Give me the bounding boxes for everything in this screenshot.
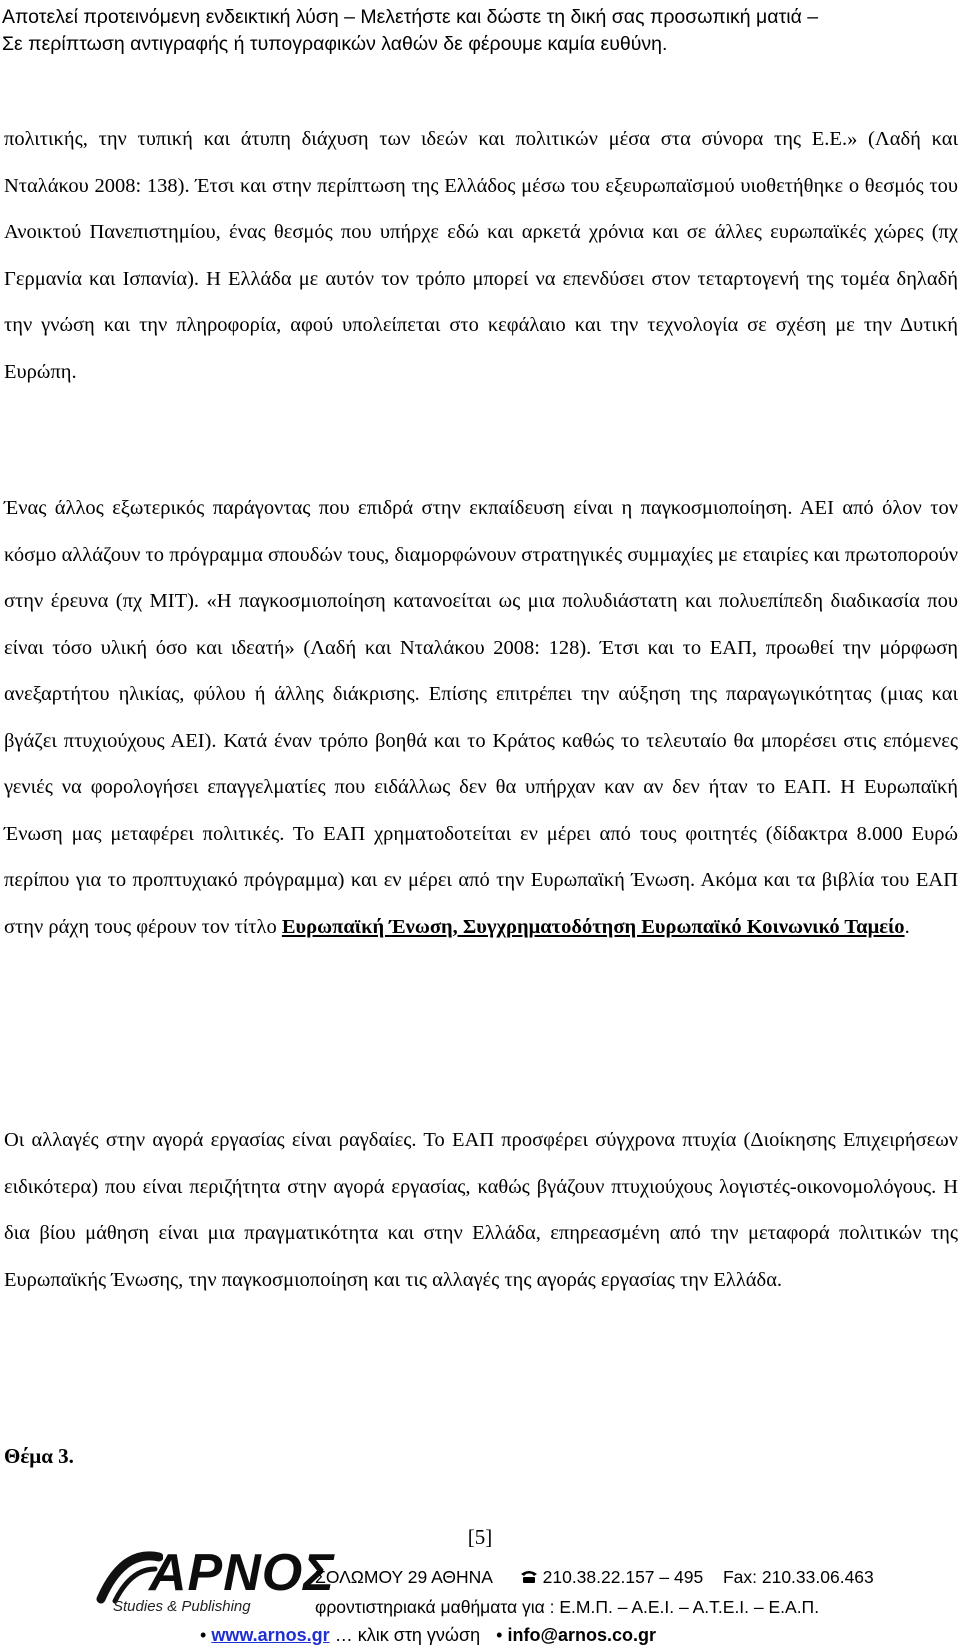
bullet: • [496, 1625, 503, 1645]
slogan: … κλικ στη γνώση [334, 1625, 481, 1645]
services-line: φροντιστηριακά μαθήματα για : Ε.Μ.Π. – Α.Ε.Ι. – Α.Τ.Ε.Ι. – Ε.Α.Π. [315, 1597, 820, 1617]
paragraph-2-end: . [904, 915, 910, 938]
section-heading: Θέμα 3. [4, 1444, 74, 1468]
logo-wordmark: ΑΡΝΟΣ [149, 1544, 335, 1602]
logo-tagline: Studies & Publishing [113, 1598, 251, 1615]
website-link[interactable]: www.arnos.gr [211, 1625, 330, 1645]
phone-numbers: 210.38.22.157 – 495 [542, 1567, 704, 1587]
page-number: [5] [467, 1525, 493, 1549]
paragraph-3: Οι αλλαγές στην αγορά εργασίας είναι ραγδαίες. Το ΕΑΠ προσφέρει σύγχρονα πτυχία (Διοίκησης Επιχειρήσεων ειδικότερα) που είναι περιζήτητα στην αγορά εργασίας, καθώς βγάζουν πτυχιούχους λογιστές-οικονομολόγους. Η δια βίου μάθηση είναι μια πραγματικότητα και στην Ελλάδα, επηρεασμένη από την μεταφορά πολιτικών της Ευρωπαϊκής Ένωσης, την παγκοσμιοποίηση και τις αλλαγές της αγοράς εργασίας την Ελλάδα. [4, 1129, 958, 1291]
phone-icon [520, 1570, 538, 1584]
book-spine-title: Ευρωπαϊκή Ένωση, Συγχρηματοδότηση Ευρωπαϊκό Κοινωνικό Ταμείο [281, 915, 905, 938]
contact-line [315, 1567, 874, 1588]
web-line [200, 1625, 656, 1646]
paragraph-1: πολιτικής, την τυπική και άτυπη διάχυση των ιδεών και πολιτικών μέσα στα σύνορα της Ε.Ε.» (Λαδή και Νταλάκου 2008: 138). Έτσι και στην περίπτωση της Ελλάδος μέσω του εξευρωπαϊσμού υιοθετήθηκε ο θεσμός του Ανοικτού Πανεπιστημίου, ένας θεσμός που υπήρχε εδώ και αρκετά χρόνια και σε άλλες ευρωπαϊκές χώρες (πχ Γερμανία και Ισπανία). Η Ελλάδα με αυτόν τον τρόπο μπορεί να επενδύσει στον τεταρτογενή της τομέα δηλαδή την γνώση και την πληροφορία, αφού υπολείπεται στο κεφάλαιο και την τεχνολογία σε σχέση με την Δυτική Ευρώπη. [4, 128, 958, 383]
address: ΣΟΛΩΜΟΥ 29 ΑΘΗΝΑ [315, 1567, 492, 1587]
page-footer [0, 1545, 960, 1650]
header-disclaimer-line-1: Αποτελεί προτεινόμενη ενδεικτική λύση – Μελετήστε και δώστε τη δική σας προσωπική ματιά – [2, 6, 819, 28]
arnos-logo [93, 1544, 335, 1619]
page-header [0, 4, 960, 58]
email-link[interactable]: info@arnos.co.gr [507, 1625, 657, 1645]
fax-number: Fax: 210.33.06.463 [722, 1567, 874, 1587]
bullet: • [200, 1625, 207, 1645]
header-disclaimer-line-2: Σε περίπτωση αντιγραφής ή τυπογραφικών λαθών δε φέρουμε καμία ευθύνη. [2, 33, 668, 55]
paragraph-2-text: Ένας άλλος εξωτερικός παράγοντας που επιδρά στην εκπαίδευση είναι η παγκοσμιοποίηση. ΑΕΙ από όλον τον κόσμο αλλάζουν το πρόγραμμα σπουδών τους, διαμορφώνουν στρατηγικές συμμαχίες με εταιρίες και πρωτοπορούν στην έρευνα (πχ MIT). «Η παγκοσμιοποίηση κατανοείται ως μια πολυδιάστατη και πολυεπίπεδη διαδικασία που είναι τόσο υλική όσο και ιδεατή» (Λαδή και Νταλάκου 2008: 128). Έτσι και το ΕΑΠ, προωθεί την μόρφωση ανεξαρτήτου ηλικίας, φύλου ή άλλης διάκρισης. Επίσης επιτρέπει την αύξηση της παραγωγικότητας (μιας και βγάζει πτυχιούχους ΑΕΙ). Κατά έναν τρόπο βοηθά και το Κράτος καθώς το τελευταίο θα μπορέσει στις επόμενες γενιές να φορολογήσει επαγγελματίες που ειδάλλως δεν θα υπήρχαν καν αν δεν ήταν το ΕΑΠ. Η Ευρωπαϊκή Ένωση μας μεταφέρει πολιτικές. Το ΕΑΠ χρηματοδοτείται εν μέρει από τους φοιτητές (δίδακτρα 8.000 Ευρώ περίπου για το προπτυχιακό πρόγραμμα) και εν μέρει από την Ευρωπαϊκή Ένωση. Ακόμα και τα βιβλία του ΕΑΠ στην ράχη τους φέρουν τον τίτλο [4, 497, 958, 938]
paragraph-2 [4, 485, 958, 950]
